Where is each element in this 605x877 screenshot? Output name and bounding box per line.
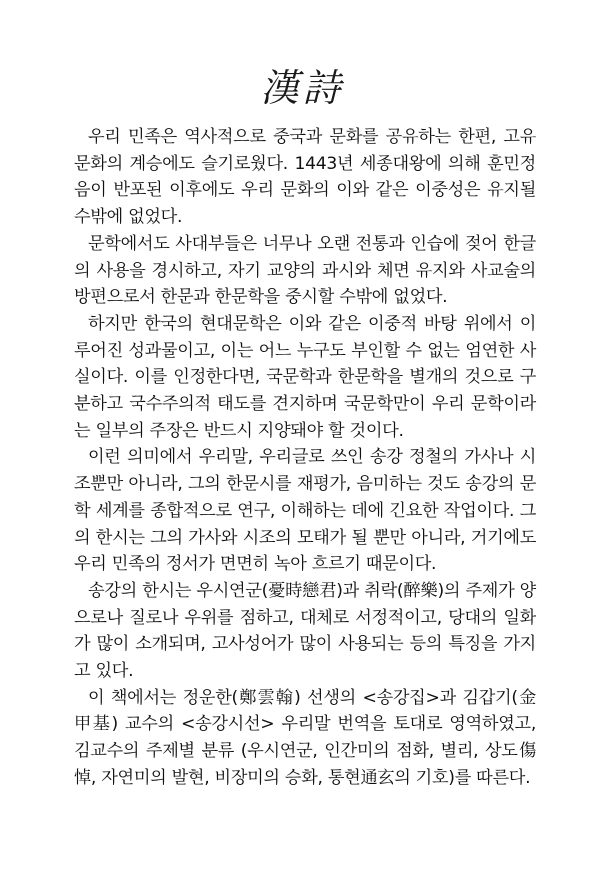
page-title: 漢詩 [260, 66, 345, 110]
body-text [74, 124, 536, 792]
paragraph-3: 하지만 한국의 현대문학은 이와 같은 이중적 바탕 위에서 이루어진 성과물이고, 이는 어느 누구도 부인할 수 없는 엄연한 사실이다. 이를 인정한다면, 국문학과 한문학을 별개의 것으로 구분하고 국수주의적 태도를 견지하며 국문학만이 우리 문학이라는 일부의 주장은 반드시 지양돼야 할 것이다. [74, 313, 536, 441]
paragraph-2: 문학에서도 사대부들은 너무나 오랜 전통과 인습에 젖어 한글의 사용을 경시하고, 자기 교양의 과시와 체면 유지와 사교술의 방편으로서 한문과 한문학을 중시할 수밖에 없었다. [74, 233, 536, 308]
paragraph-6: 이 책에서는 정운한(鄭雲翰) 선생의 <송강집>과 김갑기(金甲基) 교수의 <송강시선> 우리말 번역을 토대로 영역하였고, 김교수의 주제별 분류 (우시연군, 인간미의 점화, 별리, 상도傷悼, 자연미의 발현, 비장미의 승화, 통현通玄의 기호)를 따른다. [74, 687, 536, 788]
paragraph-4: 이런 의미에서 우리말, 우리글로 쓰인 송강 정철의 가사나 시조뿐만 아니라, 그의 한문시를 재평가, 음미하는 것도 송강의 문학 세계를 종합적으로 연구, 이해하는 데에 긴요한 작업이다. 그의 한시는 그의 가사와 시조의 모태가 될 뿐만 아니라, 거기에도 우리 민족의 정서가 면면히 녹아 흐르기 때문이다. [74, 447, 536, 575]
paragraph-1: 우리 민족은 역사적으로 중국과 문화를 공유하는 한편, 고유문화의 계승에도 슬기로웠다. 1443년 세종대왕에 의해 훈민정음이 반포된 이후에도 우리 문화의 이와 같은 이중성은 유지될 수밖에 없었다. [74, 127, 536, 228]
paragraph-5: 송강의 한시는 우시연군(憂時戀君)과 취락(醉樂)의 주제가 양으로나 질로나 우위를 점하고, 대체로 서정적이고, 당대의 일화가 많이 소개되며, 고사성어가 많이 사용되는 등의 특징을 가지고 있다. [74, 580, 536, 682]
